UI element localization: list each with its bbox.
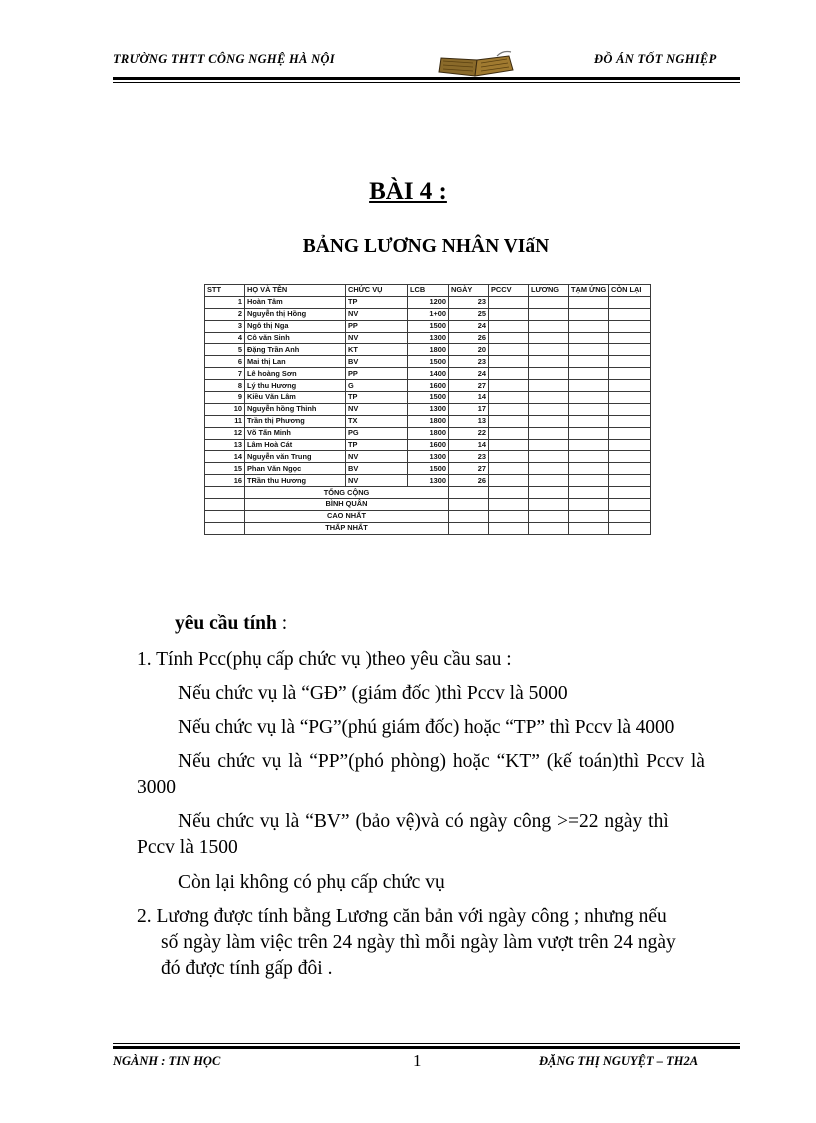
name-cell: Đặng Trần Anh — [245, 344, 346, 356]
header-cell: CHỨC VỤ — [346, 285, 408, 297]
days-cell: 14 — [449, 392, 489, 404]
header-cell: LCB — [408, 285, 449, 297]
salary-cell — [529, 427, 569, 439]
days-cell: 17 — [449, 403, 489, 415]
summary-value-cell — [529, 487, 569, 499]
remaining-cell — [609, 380, 651, 392]
position-cell: BV — [346, 356, 408, 368]
summary-label: BÌNH QUÂN — [245, 499, 449, 511]
position-cell: TX — [346, 415, 408, 427]
salary-cell — [529, 451, 569, 463]
table-row — [205, 320, 651, 332]
rule-other: Còn lại không có phụ cấp chức vụ — [178, 872, 445, 893]
stt-cell: 9 — [205, 392, 245, 404]
name-cell: Phan Văn Ngọc — [245, 463, 346, 475]
header-cell: TẠM ỨNG — [569, 285, 609, 297]
stt-cell: 8 — [205, 380, 245, 392]
rule-bv-value: Pccv là 1500 — [137, 837, 238, 858]
header-cell: LƯƠNG — [529, 285, 569, 297]
footer-rule-thick — [113, 1046, 740, 1049]
salary-cell — [529, 332, 569, 344]
name-cell: Võ Tấn Minh — [245, 427, 346, 439]
advance-cell — [569, 344, 609, 356]
stt-cell: 7 — [205, 368, 245, 380]
remaining-cell — [609, 463, 651, 475]
header-cell: CÒN LẠI — [609, 285, 651, 297]
pccv-cell — [489, 308, 529, 320]
days-cell: 14 — [449, 439, 489, 451]
position-cell: KT — [346, 344, 408, 356]
salary-cell — [529, 356, 569, 368]
requirement-item-2-line3: đó được tính gấp đôi . — [161, 958, 333, 979]
days-cell: 13 — [449, 415, 489, 427]
page-title-text: BÀI 4 : — [369, 178, 447, 205]
days-cell: 23 — [449, 356, 489, 368]
salary-cell — [529, 439, 569, 451]
name-cell: Nguyễn thị Hồng — [245, 308, 346, 320]
lcb-cell: 1+00 — [408, 308, 449, 320]
summary-label: THẤP NHẤT — [245, 522, 449, 534]
advance-cell — [569, 296, 609, 308]
requirement-item-2-line2: số ngày làm việc trên 24 ngày thì mỗi ngày làm vượt trên 24 ngày — [161, 932, 676, 953]
pccv-cell — [489, 475, 529, 487]
position-cell: TP — [346, 392, 408, 404]
stt-cell: 15 — [205, 463, 245, 475]
name-cell: Mai thị Lan — [245, 356, 346, 368]
stt-cell: 1 — [205, 296, 245, 308]
days-cell: 24 — [449, 320, 489, 332]
remaining-cell — [609, 475, 651, 487]
position-cell: TP — [346, 296, 408, 308]
footer-rule-thin — [113, 1043, 740, 1044]
pccv-cell — [489, 463, 529, 475]
remaining-cell — [609, 320, 651, 332]
position-cell: PP — [346, 320, 408, 332]
summary-label: TỔNG CỘNG — [245, 487, 449, 499]
summary-row — [205, 522, 651, 534]
pccv-cell — [489, 380, 529, 392]
header-cell: PCCV — [489, 285, 529, 297]
days-cell: 25 — [449, 308, 489, 320]
table-title: BẢNG LƯƠNG NHÂN VIấN — [302, 236, 550, 257]
pccv-cell — [489, 296, 529, 308]
rule-pp-kt-value: 3000 — [137, 777, 176, 798]
pccv-cell — [489, 368, 529, 380]
lcb-cell: 1500 — [408, 392, 449, 404]
summary-spacer-cell — [205, 510, 245, 522]
days-cell: 24 — [449, 368, 489, 380]
stt-cell: 5 — [205, 344, 245, 356]
advance-cell — [569, 368, 609, 380]
days-cell: 22 — [449, 427, 489, 439]
page-title — [0, 178, 816, 206]
lcb-cell: 1300 — [408, 475, 449, 487]
summary-value-cell — [609, 510, 651, 522]
advance-cell — [569, 475, 609, 487]
position-cell: NV — [346, 332, 408, 344]
table-row — [205, 475, 651, 487]
advance-cell — [569, 451, 609, 463]
position-cell: BV — [346, 463, 408, 475]
name-cell: Trần thị Phương — [245, 415, 346, 427]
summary-value-cell — [569, 522, 609, 534]
requirement-item-2: 2. Lương được tính bằng Lương căn bản với ngày công ; nhưng nếu — [137, 906, 667, 927]
days-cell: 27 — [449, 463, 489, 475]
summary-value-cell — [609, 522, 651, 534]
summary-label: CAO NHẤT — [245, 510, 449, 522]
requirements-heading-colon: : — [276, 613, 288, 634]
requirements-heading-text: yêu cầu tính — [175, 613, 277, 634]
summary-spacer-cell — [205, 499, 245, 511]
remaining-cell — [609, 368, 651, 380]
stt-cell: 4 — [205, 332, 245, 344]
salary-cell — [529, 380, 569, 392]
salary-cell — [529, 463, 569, 475]
table-row — [205, 368, 651, 380]
stt-cell: 13 — [205, 439, 245, 451]
pccv-cell — [489, 403, 529, 415]
lcb-cell: 1800 — [408, 427, 449, 439]
pccv-cell — [489, 356, 529, 368]
remaining-cell — [609, 344, 651, 356]
stt-cell: 16 — [205, 475, 245, 487]
position-cell: PG — [346, 427, 408, 439]
lcb-cell: 1200 — [408, 296, 449, 308]
lcb-cell: 1800 — [408, 415, 449, 427]
table-row — [205, 308, 651, 320]
requirements-heading — [175, 613, 287, 635]
remaining-cell — [609, 451, 651, 463]
advance-cell — [569, 415, 609, 427]
pccv-cell — [489, 451, 529, 463]
pccv-cell — [489, 320, 529, 332]
remaining-cell — [609, 332, 651, 344]
summary-value-cell — [489, 499, 529, 511]
lcb-cell: 1300 — [408, 332, 449, 344]
stt-cell: 2 — [205, 308, 245, 320]
position-cell: G — [346, 380, 408, 392]
advance-cell — [569, 392, 609, 404]
stt-cell: 10 — [205, 403, 245, 415]
summary-value-cell — [529, 499, 569, 511]
position-cell: NV — [346, 451, 408, 463]
remaining-cell — [609, 403, 651, 415]
header-cell: STT — [205, 285, 245, 297]
advance-cell — [569, 439, 609, 451]
header-cell: HỌ VÀ TÊN — [245, 285, 346, 297]
stt-cell: 3 — [205, 320, 245, 332]
summary-spacer-cell — [205, 522, 245, 534]
days-cell: 23 — [449, 296, 489, 308]
lcb-cell: 1600 — [408, 380, 449, 392]
remaining-cell — [609, 415, 651, 427]
salary-cell — [529, 344, 569, 356]
days-cell: 20 — [449, 344, 489, 356]
remaining-cell — [609, 439, 651, 451]
table-row — [205, 356, 651, 368]
pccv-cell — [489, 427, 529, 439]
summary-row — [205, 487, 651, 499]
remaining-cell — [609, 392, 651, 404]
summary-value-cell — [569, 499, 609, 511]
rule-pp-kt: Nếu chức vụ là “PP”(phó phòng) hoặc “KT” (kế toán)thì Pccv là — [178, 751, 705, 772]
remaining-cell — [609, 427, 651, 439]
salary-cell — [529, 368, 569, 380]
lcb-cell: 1600 — [408, 439, 449, 451]
table-row — [205, 451, 651, 463]
advance-cell — [569, 463, 609, 475]
summary-spacer-cell — [205, 487, 245, 499]
table-row — [205, 344, 651, 356]
remaining-cell — [609, 296, 651, 308]
header-school-name: TRƯỜNG THTT CÔNG NGHỆ HÀ NỘI — [113, 52, 335, 66]
summary-value-cell — [529, 522, 569, 534]
summary-value-cell — [449, 499, 489, 511]
table-row — [205, 415, 651, 427]
summary-value-cell — [609, 487, 651, 499]
position-cell: NV — [346, 403, 408, 415]
lcb-cell: 1300 — [408, 403, 449, 415]
salary-cell — [529, 415, 569, 427]
advance-cell — [569, 332, 609, 344]
summary-row — [205, 499, 651, 511]
summary-value-cell — [489, 510, 529, 522]
name-cell: Hoàn Tâm — [245, 296, 346, 308]
name-cell: Ngô thị Nga — [245, 320, 346, 332]
salary-cell — [529, 392, 569, 404]
name-cell: TRần thu Hương — [245, 475, 346, 487]
stt-cell: 11 — [205, 415, 245, 427]
header-project-title: ĐỒ ÁN TỐT NGHIỆP — [594, 52, 717, 66]
requirement-item-1: 1. Tính Pcc(phụ cấp chức vụ )theo yêu cầu sau : — [137, 649, 512, 670]
summary-row — [205, 510, 651, 522]
table-header-row — [205, 285, 651, 297]
lcb-cell: 1500 — [408, 356, 449, 368]
pccv-cell — [489, 332, 529, 344]
table-row — [205, 463, 651, 475]
header-rule-thin — [113, 82, 740, 83]
footer-author: ĐẶNG THỊ NGUYỆT – TH2A — [539, 1054, 699, 1068]
summary-value-cell — [569, 510, 609, 522]
name-cell: Lâm Hoà Cát — [245, 439, 346, 451]
pccv-cell — [489, 415, 529, 427]
summary-value-cell — [569, 487, 609, 499]
name-cell: Nguyễn hồng Thỉnh — [245, 403, 346, 415]
lcb-cell: 1500 — [408, 320, 449, 332]
salary-cell — [529, 308, 569, 320]
table-row — [205, 403, 651, 415]
table-row — [205, 427, 651, 439]
advance-cell — [569, 427, 609, 439]
salary-cell — [529, 403, 569, 415]
header-cell: NGÀY — [449, 285, 489, 297]
rule-bv: Nếu chức vụ là “BV” (bảo vệ)và có ngày công >=22 ngày thì — [178, 811, 669, 832]
page-number: 1 — [413, 1051, 422, 1070]
days-cell: 27 — [449, 380, 489, 392]
pccv-cell — [489, 392, 529, 404]
open-book-icon — [437, 50, 517, 80]
header-rule-thick — [113, 77, 740, 80]
name-cell: Lê hoàng Sơn — [245, 368, 346, 380]
summary-value-cell — [449, 510, 489, 522]
rule-gd: Nếu chức vụ là “GĐ” (giám đốc )thì Pccv là 5000 — [178, 683, 568, 704]
summary-value-cell — [449, 522, 489, 534]
stt-cell: 12 — [205, 427, 245, 439]
days-cell: 26 — [449, 332, 489, 344]
name-cell: Cô văn Sinh — [245, 332, 346, 344]
pccv-cell — [489, 439, 529, 451]
lcb-cell: 1400 — [408, 368, 449, 380]
stt-cell: 6 — [205, 356, 245, 368]
lcb-cell: 1800 — [408, 344, 449, 356]
salary-cell — [529, 296, 569, 308]
advance-cell — [569, 380, 609, 392]
summary-value-cell — [489, 522, 529, 534]
summary-value-cell — [449, 487, 489, 499]
position-cell: TP — [346, 439, 408, 451]
stt-cell: 14 — [205, 451, 245, 463]
table-row — [205, 439, 651, 451]
table-row — [205, 296, 651, 308]
salary-cell — [529, 320, 569, 332]
rule-pg-tp: Nếu chức vụ là “PG”(phú giám đốc) hoặc “TP” thì Pccv là 4000 — [178, 717, 675, 738]
summary-value-cell — [489, 487, 529, 499]
name-cell: Lý thu Hương — [245, 380, 346, 392]
advance-cell — [569, 403, 609, 415]
name-cell: Kiều Văn Lâm — [245, 392, 346, 404]
remaining-cell — [609, 308, 651, 320]
summary-value-cell — [609, 499, 651, 511]
days-cell: 26 — [449, 475, 489, 487]
payroll-table — [204, 284, 651, 535]
summary-value-cell — [529, 510, 569, 522]
advance-cell — [569, 308, 609, 320]
lcb-cell: 1300 — [408, 451, 449, 463]
position-cell: PP — [346, 368, 408, 380]
advance-cell — [569, 356, 609, 368]
remaining-cell — [609, 356, 651, 368]
payroll-table-wrapper — [204, 284, 650, 535]
position-cell: NV — [346, 308, 408, 320]
position-cell: NV — [346, 475, 408, 487]
table-row — [205, 332, 651, 344]
name-cell: Nguyễn văn Trung — [245, 451, 346, 463]
salary-cell — [529, 475, 569, 487]
pccv-cell — [489, 344, 529, 356]
footer-major: NGÀNH : TIN HỌC — [113, 1054, 221, 1068]
advance-cell — [569, 320, 609, 332]
table-row — [205, 392, 651, 404]
lcb-cell: 1500 — [408, 463, 449, 475]
days-cell: 23 — [449, 451, 489, 463]
table-row — [205, 380, 651, 392]
